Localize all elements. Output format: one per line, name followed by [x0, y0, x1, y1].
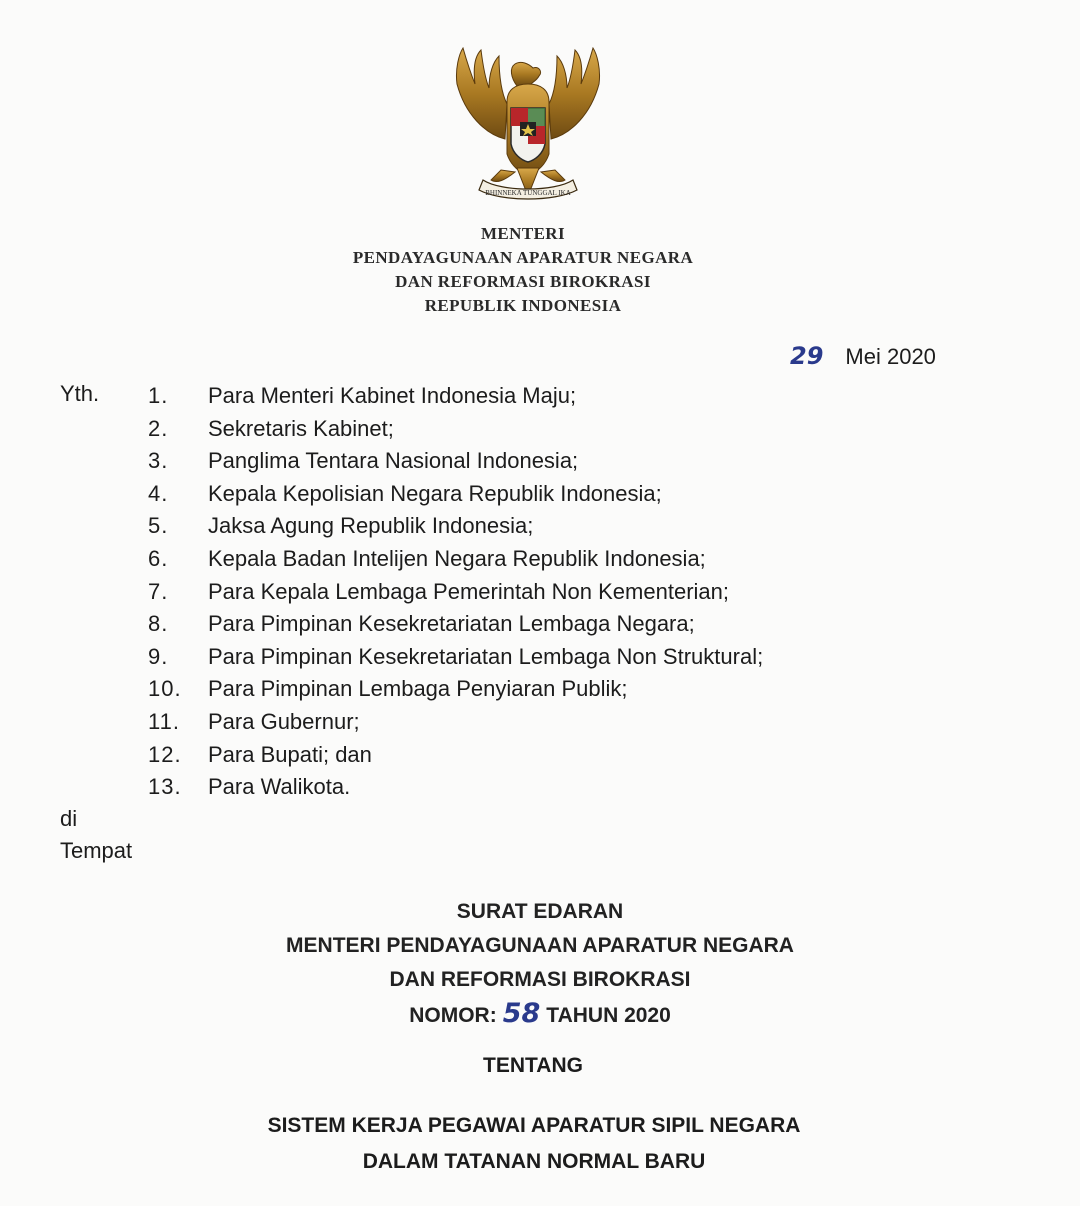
- list-text: Para Menteri Kabinet Indonesia Maju;: [208, 383, 577, 408]
- list-text: Jaksa Agung Republik Indonesia;: [208, 513, 534, 539]
- list-item: [0, 446, 1000, 479]
- title-line: SURAT EDARAN: [456, 900, 624, 923]
- list-text: Sekretaris Kabinet;: [208, 415, 394, 441]
- list-text: Para Pimpinan Kesekretariatan Lembaga Non Struktural;: [208, 643, 764, 669]
- title-number-line: [0, 997, 1080, 1031]
- title-line: DAN REFORMASI BIROKRASI: [389, 968, 691, 991]
- list-number: 1.: [148, 383, 169, 408]
- number-suffix: TAHUN 2020: [546, 1004, 671, 1027]
- letterhead-line: REPUBLIK INDONESIA: [424, 296, 622, 315]
- list-text: Para Kepala Lembaga Pemerintah Non Kementerian;: [208, 578, 729, 604]
- list-text: Kepala Badan Intelijen Negara Republik Indonesia;: [208, 545, 706, 571]
- subject-line: SISTEM KERJA PEGAWAI APARATUR SIPIL NEGARA: [267, 1114, 801, 1137]
- list-text: Para Bupati; dan: [208, 741, 372, 767]
- about-heading: TENTANG: [483, 1054, 583, 1077]
- list-number: 6.: [148, 545, 169, 571]
- recipient-list: [0, 381, 1000, 805]
- list-item: [0, 609, 1000, 642]
- list-text: Para Gubernur;: [208, 708, 360, 734]
- handwritten-day: 29: [790, 342, 824, 370]
- title-line: MENTERI PENDAYAGUNAAN APARATUR NEGARA: [286, 934, 794, 957]
- list-item: [0, 479, 1000, 512]
- list-number: 4.: [148, 480, 169, 506]
- list-item: [0, 577, 1000, 610]
- list-number: 11.: [148, 708, 180, 734]
- list-number: 10.: [148, 676, 182, 702]
- letter-date: [790, 342, 936, 370]
- list-item: [0, 772, 1000, 805]
- letterhead-line: DAN REFORMASI BIROKRASI: [395, 272, 651, 291]
- handwritten-number: 58: [502, 998, 541, 1029]
- list-number: 9.: [148, 643, 169, 669]
- list-item: [0, 707, 1000, 740]
- date-month-year: Mei 2020: [845, 344, 936, 369]
- subject-line: DALAM TATANAN NORMAL BARU: [362, 1150, 706, 1173]
- salutation: Yth.: [60, 381, 100, 406]
- letterhead-line: MENTERI: [480, 224, 566, 243]
- list-number: 13.: [148, 774, 182, 800]
- place-block: [60, 803, 132, 867]
- list-text: Para Pimpinan Lembaga Penyiaran Publik;: [208, 676, 628, 702]
- list-text: Para Pimpinan Kesekretariatan Lembaga Negara;: [208, 611, 695, 637]
- letterhead-line: PENDAYAGUNAAN APARATUR NEGARA: [352, 248, 694, 267]
- list-item: [0, 381, 1000, 414]
- letterhead: [0, 222, 1046, 318]
- list-item: [0, 642, 1000, 675]
- place-tempat: Tempat: [60, 838, 133, 863]
- list-item: [0, 511, 1000, 544]
- list-item: [0, 740, 1000, 773]
- list-text: Kepala Kepolisian Negara Republik Indonesia;: [208, 480, 662, 506]
- list-item: [0, 674, 1000, 707]
- list-number: 2.: [148, 415, 169, 441]
- list-number: 12.: [148, 741, 182, 767]
- circular-title: [0, 895, 1080, 1031]
- list-text: Panglima Tentara Nasional Indonesia;: [208, 448, 579, 474]
- list-text: Para Walikota.: [208, 774, 351, 800]
- list-number: 3.: [148, 448, 169, 474]
- list-number: 7.: [148, 578, 169, 604]
- list-item: [0, 544, 1000, 577]
- place-di: di: [60, 806, 78, 831]
- subject-block: [0, 1108, 1068, 1180]
- list-number: 5.: [148, 513, 169, 539]
- list-item: [0, 414, 1000, 447]
- svg-text:BHINNEKA TUNGGAL IKA: BHINNEKA TUNGGAL IKA: [485, 189, 571, 197]
- list-number: 8.: [148, 611, 169, 637]
- garuda-pancasila-emblem-icon: [445, 44, 611, 212]
- number-prefix: NOMOR:: [409, 1004, 497, 1027]
